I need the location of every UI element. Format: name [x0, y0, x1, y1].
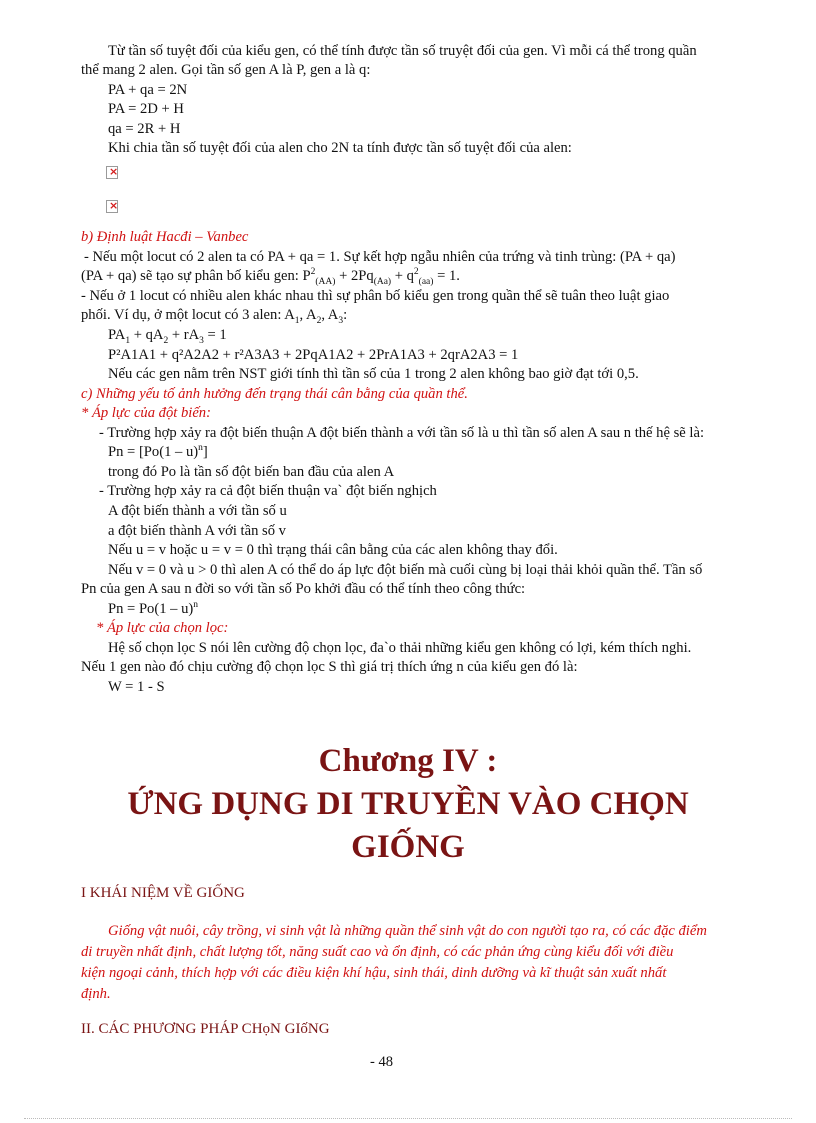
mutation-line-6: Nếu u = v hoặc u = v = 0 thì trạng thái cân bằng của các alen không thay đổi.	[108, 542, 558, 558]
mutation-line-7b: Pn của gen A sau n đời so với tần số Po khởi đầu có thể tính theo công thức:	[81, 581, 526, 597]
page-bottom-divider	[24, 1118, 792, 1119]
mutation-line-4: A đột biến thành a với tần số u	[108, 503, 287, 519]
chapter-title-line-2: ỨNG DỤNG DI TRUYỀN VÀO CHỌN	[127, 786, 689, 822]
selection-line-2: Nếu 1 gen nào đó chịu cường độ chọn lọc S thì giá trị thích ứng n của kiểu gen đó là:	[81, 659, 578, 675]
section-1-para-2: di truyền nhất định, chất lượng tốt, năng suất cao và ổn định, có các phản ứng cùng kiểu đối với điều	[81, 944, 674, 960]
broken-image-icon: ×	[106, 166, 118, 179]
section-1-para-1: Giống vật nuôi, cây trồng, vi sinh vật là những quần thể sinh vật do con người tạo ra, có các đặc điểm	[108, 923, 707, 939]
chapter-title-line-3: GIỐNG	[351, 829, 465, 865]
hw-para-2b: phối. Ví dụ, ở một locut có 3 alen: $A_1$, $A_2$, $A_3$:	[81, 307, 348, 326]
mutation-pressure-heading: * Áp lực của đột biến:	[81, 405, 211, 421]
hw-para-1a: - Nếu một locut có 2 alen ta có PA + qa = 1. Sự kết hợp ngẫu nhiên của trứng và tinh trùng: (PA + qa)	[84, 249, 676, 265]
factors-heading: c) Những yếu tố ảnh hưởng đến trạng thái cân bằng của quần thể.	[81, 386, 468, 402]
intro-line-1: Từ tần số tuyệt đối của kiểu gen, có thể tính được tần số truyệt đối của gen. Vì mỗi cá thể trong quần	[108, 43, 697, 59]
equation-three-alleles: $PA_1 + qA_2 + rA_3 = 1$	[108, 327, 227, 346]
selection-line-1: Hệ số chọn lọc S nói lên cường độ chọn lọc, đa`o thải những kiểu gen không có lợi, kém thích nghi.	[108, 640, 692, 656]
section-2-heading: II. CÁC PHƯƠNG PHÁP CHọN GIốNG	[81, 1021, 330, 1037]
equation-1: PA + qa = 2N	[108, 82, 188, 98]
equation-genotype-distribution: P²A1A1 + q²A2A2 + r²A3A3 + 2PqA1A2 + 2PrA1A3 + 2qrA2A3 = 1	[108, 347, 519, 363]
hw-para-1b: (PA + qa) sẽ tạo sự phân bố kiểu gen: $P^2_{(AA)} + 2Pq_{(Aa)} + q^2_{(aa)} = 1$.	[81, 267, 460, 287]
mutation-equation-1: Pn = [Po(1 – u)$^n$]	[108, 443, 208, 460]
section-1-para-3: kiện ngoại cảnh, thích hợp với các điều kiện khí hậu, sinh thái, dinh dưỡng và kĩ thuật sản xuất nhất	[81, 965, 667, 981]
mutation-line-7a: Nếu v = 0 và u > 0 thì alen A có thể do áp lực đột biến mà cuối cùng bị loại thải khỏi quần thể. Tần số	[108, 562, 703, 578]
equation-3: qa = 2R + H	[108, 121, 181, 137]
mutation-line-2: trong đó Po là tần số đột biến ban đầu của alen A	[108, 464, 395, 480]
mutation-equation-2: Pn = Po(1 – u)$^n$	[108, 600, 199, 617]
section-1-para-4: định.	[81, 986, 111, 1002]
selection-pressure-heading: * Áp lực của chọn lọc:	[96, 620, 229, 636]
mutation-line-1: - Trường hợp xảy ra đột biến thuận A đột biến thành a với tần số là u thì tần số alen A sau n thế hệ sẽ là:	[99, 425, 704, 441]
chapter-title-line-1: Chương IV :	[318, 743, 498, 779]
hw-heading: b) Định luật Hacđi – Vanbec	[81, 229, 249, 245]
selection-equation: W = 1 - S	[108, 679, 165, 695]
broken-image-icon: ×	[106, 200, 118, 213]
hw-note: Nếu các gen nằm trên NST giới tính thì tần số của 1 trong 2 alen không bao giờ đạt tới 0,5.	[108, 366, 639, 382]
equation-2: PA = 2D + H	[108, 101, 184, 117]
intro-line-3: Khi chia tần số tuyệt đối của alen cho 2N ta tính được tần số tuyệt đối của alen:	[108, 140, 572, 156]
page-number: - 48	[370, 1054, 394, 1070]
mutation-line-5: a đột biến thành A với tần số v	[108, 523, 286, 539]
mutation-line-3: - Trường hợp xảy ra cả đột biến thuận va` đột biến nghịch	[99, 483, 437, 499]
section-1-heading: I KHÁI NIỆM VỀ GIỐNG	[81, 885, 245, 901]
hw-para-2a: - Nếu ở 1 locut có nhiều alen khác nhau thì sự phân bố kiểu gen trong quần thể sẽ tuân theo luật giao	[81, 288, 670, 304]
intro-line-2: thể mang 2 alen. Gọi tần số gen A là P, gen a là q:	[81, 62, 371, 78]
